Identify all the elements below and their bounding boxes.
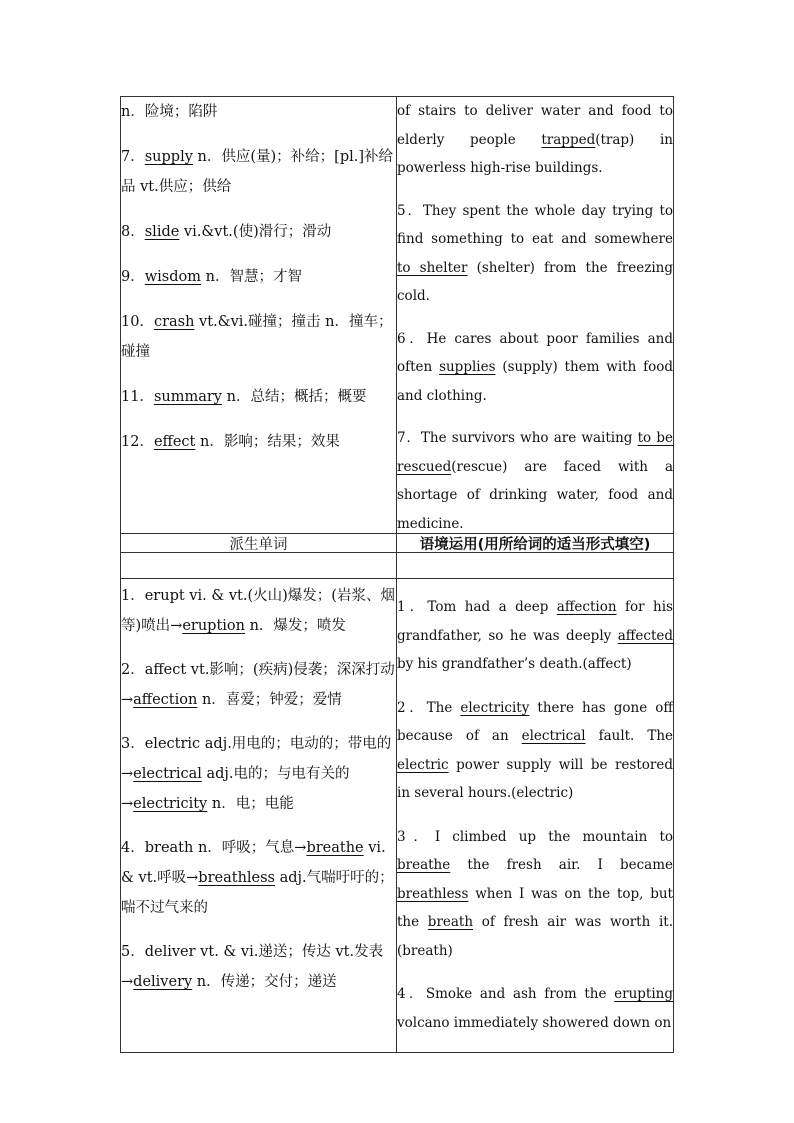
table2-left-item: 2．affect vt.影响；(疾病)侵袭；深深打动→affection n．喜爱；钟爱；爱情 xyxy=(121,662,395,708)
table1-right-item: of stairs to deliver water and food to elderly people trapped(trap) in powerless high-rise buildings. xyxy=(397,103,673,176)
answer-word: breath xyxy=(427,914,474,930)
table2-right-item: 2．The electricity there has gone off because of an electrical fault. The electric power supply will be restored in several hours.(electric) xyxy=(397,699,674,801)
answer-word: summary xyxy=(153,389,222,405)
table2-header-left: 派生单词 xyxy=(121,534,397,579)
table2-right-item: 3．I climbed up the mountain to breathe the fresh air. I became breathless when I was on the top, but the breath of fresh air was worth it.(breath) xyxy=(397,828,673,959)
answer-word: delivery xyxy=(133,974,193,990)
answer-word: supplies xyxy=(439,359,496,375)
answer-word: eruption xyxy=(182,618,245,634)
answer-word: breathless xyxy=(397,885,469,902)
answer-word: electric xyxy=(397,756,449,773)
answer-word: breathe xyxy=(397,857,451,873)
table2-right-item: 4．Smoke and ash from the erupting volcano immediately showered down on xyxy=(397,986,673,1031)
answer-word: trapped xyxy=(541,131,596,148)
table1-left-item: 10．crash vt.&vi.碰撞；撞击 n．撞车；碰撞 xyxy=(121,314,393,360)
table2-left-item: 5．deliver vt. & vi.递送；传达 vt.发表→delivery n．传递；交付；递送 xyxy=(121,944,384,990)
answer-word: affection xyxy=(133,692,198,708)
table1-left-item: 12．effect n．影响；结果；效果 xyxy=(121,434,340,450)
table1-right-item: 6．He cares about poor families and often supplies (supply) them with food and clothing. xyxy=(397,330,673,404)
answer-word: electrical xyxy=(133,766,202,782)
answer-word: electricity xyxy=(460,699,530,716)
table1-right-cell xyxy=(397,97,674,553)
answer-word: electricity xyxy=(133,796,208,812)
vocab-table-1 xyxy=(120,96,674,553)
table2-right-item: 1．Tom had a deep affection for his grandfather, so he was deeply affected by his grandfather’s death.(affect) xyxy=(397,599,673,672)
table2-left-item: 3．electric adj.用电的；电动的；带电的→electrical adj.电的；与电有关的→electricity n．电；电能 xyxy=(121,736,392,812)
table1-left-item: 9．wisdom n．智慧；才智 xyxy=(121,269,302,285)
answer-word: affected xyxy=(617,627,673,644)
table1-right-item: 7．The survivors who are waiting to be rescued(rescue) are faced with a shortage of drinking water, food and medicine. xyxy=(397,430,673,532)
table2-left-item: 4．breath n．呼吸；气息→breathe vi. & vt.呼吸→breathless adj.气喘吁吁的；喘不过气来的 xyxy=(121,840,394,916)
table1-right-item: 5．They spent the whole day trying to find something to eat and somewhere to shelter (shelter) from the freezing cold. xyxy=(397,202,673,304)
answer-word: breathless xyxy=(198,870,276,886)
answer-word: affection xyxy=(556,599,617,615)
answer-word: to be rescued xyxy=(397,430,673,475)
answer-word: effect xyxy=(153,434,196,450)
table2-header-right: 语境运用(用所给词的适当形式填空) xyxy=(397,534,674,579)
answer-word: crash xyxy=(153,314,195,330)
answer-word: slide xyxy=(144,224,180,240)
answer-word: wisdom xyxy=(144,269,201,285)
answer-word: erupting xyxy=(614,986,673,1002)
answer-word: to shelter xyxy=(397,259,468,276)
answer-word: electrical xyxy=(521,728,586,744)
table1-left-item: 11．summary n．总结；概括；概要 xyxy=(121,389,367,405)
table2-left-item: 1．erupt vi. & vt.(火山)爆发；(岩浆、烟等)喷出→eruption n．爆发；喷发 xyxy=(121,588,395,634)
table1-left-item: n．险境；陷阱 xyxy=(121,104,218,120)
answer-word: breathe xyxy=(306,840,364,856)
answer-word: supply xyxy=(144,149,193,165)
vocab-table-2 xyxy=(120,533,674,1053)
table1-left-item: 7．supply n．供应(量)；补给；[pl.]补给品 vt.供应；供给 xyxy=(121,149,394,195)
table1-left-cell xyxy=(121,97,397,553)
table1-left-item: 8．slide vi.&vt.(使)滑行；滑动 xyxy=(121,224,332,240)
table2-left-cell xyxy=(121,579,397,1053)
table2-right-cell xyxy=(397,579,674,1053)
